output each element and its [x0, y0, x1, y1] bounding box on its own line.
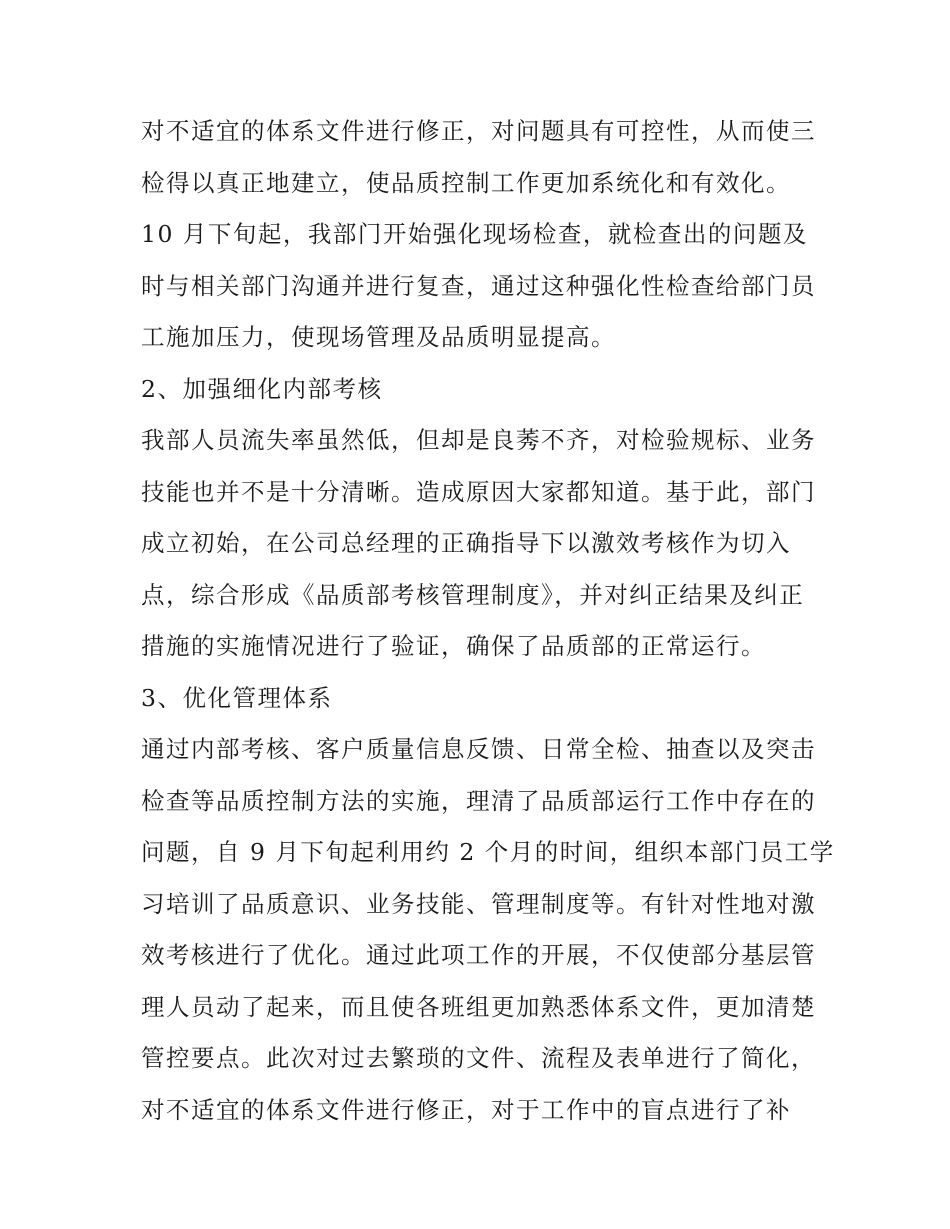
body-line: 检得以真正地建立，使品质控制工作更加系统化和有效化。	[141, 168, 791, 197]
document-body	[141, 106, 835, 1136]
body-line: 措施的实施情况进行了验证，确保了品质部的正常运行。	[141, 632, 766, 660]
body-line: 效考核进行了优化。通过此项工作的开展，不仅使部分基层管	[141, 941, 816, 969]
body-line: 管控要点。此次对过去繁琐的文件、流程及表单进行了简化，	[141, 1044, 816, 1072]
body-line: 我部人员流失率虽然低，但却是良莠不齐，对检验规标、业务	[141, 426, 816, 454]
body-line: 理人员动了起来，而且使各班组更加熟悉体系文件，更加清楚	[141, 992, 816, 1021]
section-heading: 3、优化管理体系	[141, 683, 333, 712]
body-line: 通过内部考核、客户质量信息反馈、日常全检、抽查以及突击	[141, 735, 816, 763]
body-line: 问题，自 9 月下旬起利用约 2 个月的时间，组织本部门员工学	[141, 838, 835, 866]
body-line: 习培训了品质意识、业务技能、管理制度等。有针对性地对激	[141, 889, 816, 918]
body-line: 对不适宜的体系文件进行修正，对于工作中的盲点进行了补	[141, 1095, 791, 1124]
body-line: 对不适宜的体系文件进行修正，对问题具有可控性，从而使三	[141, 117, 816, 145]
section-heading: 2、加强细化内部考核	[141, 374, 383, 403]
body-line: 成立初始，在公司总经理的正确指导下以激效考核作为切入	[141, 529, 791, 557]
body-line: 技能也并不是十分清晰。造成原因大家都知道。基于此，部门	[141, 477, 816, 506]
body-line: 10 月下旬起，我部门开始强化现场检查，就检查出的问题及	[141, 220, 808, 248]
body-line: 检查等品质控制方法的实施，理清了品质部运行工作中存在的	[141, 786, 816, 815]
body-line: 点，综合形成《品质部考核管理制度》，并对纠正结果及纠正	[141, 580, 805, 609]
body-line: 工施加压力，使现场管理及品质明显提高。	[141, 323, 616, 351]
body-line: 时与相关部门沟通并进行复查，通过这种强化性检查给部门员	[141, 271, 816, 300]
